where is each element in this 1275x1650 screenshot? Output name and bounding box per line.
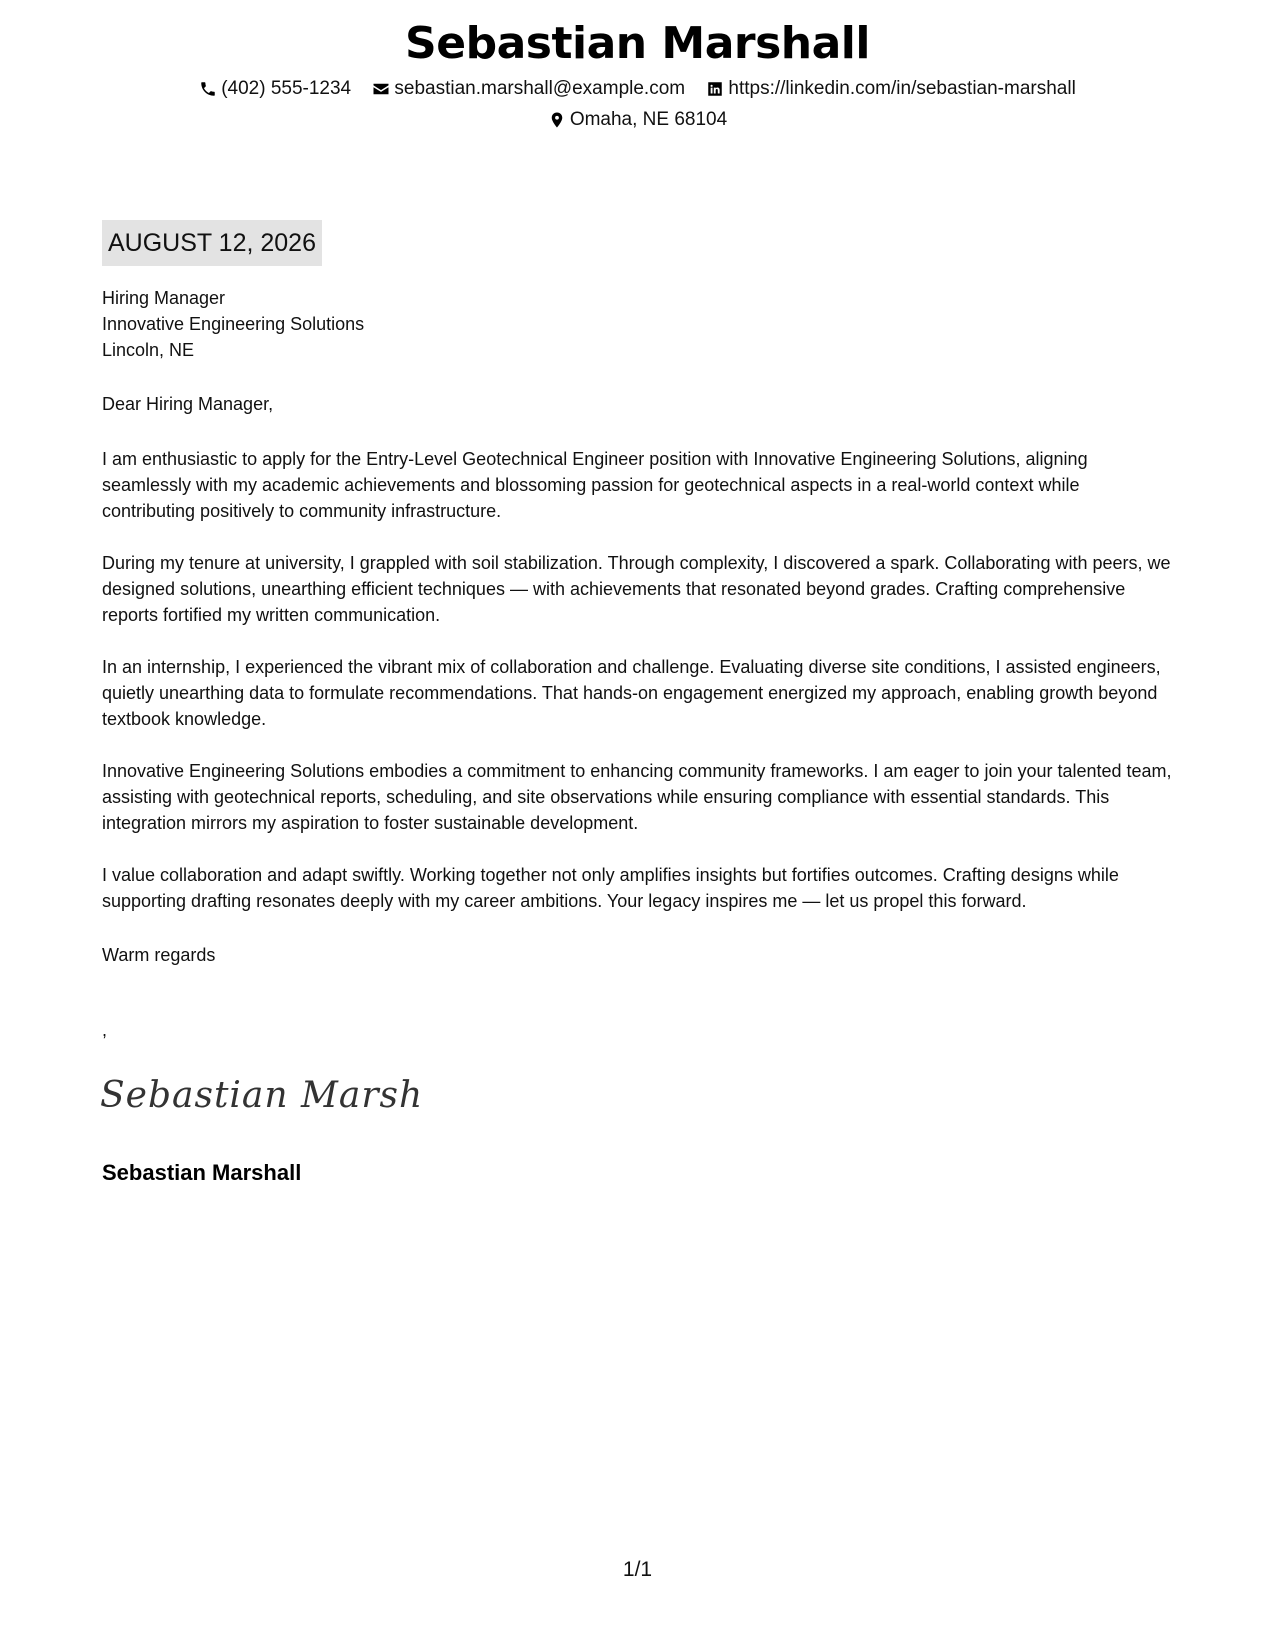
body-paragraph: In an internship, I experienced the vibrant mix of collaboration and challenge. Evaluating diverse site conditions, I assisted engineers, quietly unearthing data to formulate recommendations. That hands-on engagement energized my approach, enabling growth beyond textbook knowledge. [102,657,1161,729]
envelope-icon [372,80,390,98]
linkedin-icon [706,80,724,98]
body-paragraph: Innovative Engineering Solutions embodies a commitment to enhancing community frameworks. I am eager to join your talented team, assisting with geotechnical reports, scheduling, and site observations while ensuring compliance with essential standards. This integration mirrors my aspiration to foster sustainable development. [102,761,1172,833]
map-pin-icon [548,111,566,129]
body-paragraph: I am enthusiastic to apply for the Entry-Level Geotechnical Engineer position with Innovative Engineering Solutions, aligning seamlessly with my academic achievements and blossoming passion for geotechnical aspects in a real-world context while contributing positively to community infrastructure. [102,449,1088,521]
body-paragraph: I value collaboration and adapt swiftly. Working together not only amplifies insights but fortifies outcomes. Crafting designs while supporting drafting resonates deeply with my career ambitions. Your legacy inspires me — let us propel this forward. [102,865,1119,911]
contact-info [0,78,1275,104]
linkedin-text[interactable]: https://linkedin.com/in/sebastian-marshall [728,78,1076,99]
salutation: Dear Hiring Manager, [102,394,274,414]
applicant-name: Sebastian Marshall [405,18,870,69]
contact-location-line [0,109,1275,135]
letter-date: AUGUST 12, 2026 [102,220,322,266]
body-paragraph: During my tenure at university, I grappled with soil stabilization. Through complexity, I discovered a spark. Collaborating with peers, we designed solutions, unearthing efficient techniques — with achievements that resonated beyond grades. Crafting comprehensive reports fortified my written communication. [102,553,1171,625]
contact-email[interactable] [372,78,685,100]
email-text[interactable]: sebastian.marshall@example.com [394,78,686,99]
closing-comma: , [102,1020,108,1040]
handwritten-signature [100,1075,424,1130]
phone-text: (402) 555-1234 [221,78,352,99]
recipient-block [102,285,364,363]
closing: Warm regards [102,945,216,965]
signed-name: Sebastian Marshall [102,1160,302,1185]
page-number: 1/1 [622,1558,653,1581]
contact-phone [199,78,351,100]
recipient-title: Hiring Manager [102,288,226,308]
contact-location [548,109,727,131]
recipient-company: Innovative Engineering Solutions [102,314,365,334]
letter-body [102,446,1177,940]
signature-script: Sebastian Marsh [100,1075,424,1116]
location-text: Omaha, NE 68104 [569,109,728,130]
contact-linkedin[interactable] [706,78,1075,100]
recipient-location: Lincoln, NE [102,340,195,360]
phone-icon [199,80,217,98]
